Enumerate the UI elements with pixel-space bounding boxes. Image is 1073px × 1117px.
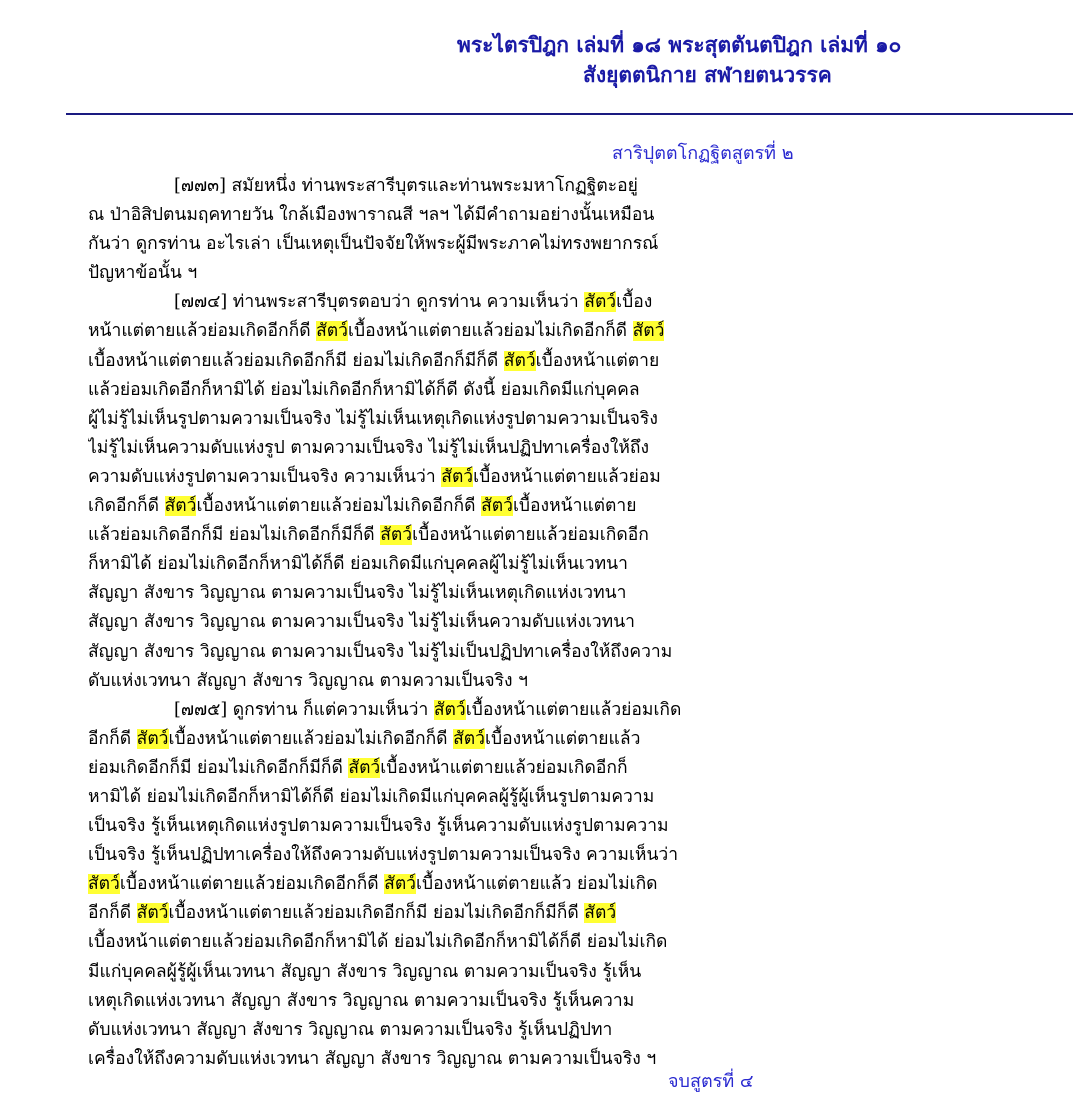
text-line: เหตุเกิดแห่งเวทนา สัญญา สังขาร วิญญาณ ตามความเป็นจริง รู้เห็นความ [88, 990, 635, 1011]
text-line: ย่อมเกิดอีกก็มี ย่อมไม่เกิดอีกก็มีก็ดี สัตว์เบื้องหน้าแต่ตายแล้วย่อมเกิดอีกก็ [88, 757, 628, 778]
search-highlight: สัตว์ [164, 496, 197, 517]
text-line: อีกก็ดี สัตว์เบื้องหน้าแต่ตายแล้วย่อมไม่เกิดอีกก็ดี สัตว์เบื้องหน้าแต่ตายแล้ว [88, 728, 641, 749]
text-line: สัญญา สังขาร วิญญาณ ตามความเป็นจริง ไม่รู้ไม่เห็นความดับแห่งเวทนา [88, 612, 635, 633]
text-line: แล้วย่อมเกิดอีกก็มี ย่อมไม่เกิดอีกก็มีก็ดี สัตว์เบื้องหน้าแต่ตายแล้วย่อมเกิดอีก [88, 525, 649, 546]
search-highlight: สัตว์ [453, 728, 485, 749]
text-line: มีแก่บุคคลผู้รู้ผู้เห็นเวทนา สัญญา สังขาร วิญญาณ ตามความเป็นจริง รู้เห็น [88, 961, 642, 982]
search-highlight: สัตว์ [503, 350, 536, 371]
text-line: เบื้องหน้าแต่ตายแล้วย่อมเกิดอีกก็มี ย่อมไม่เกิดอีกก็มีก็ดี สัตว์เบื้องหน้าแต่ตาย [88, 350, 660, 371]
text-line: ดับแห่งเวทนา สัญญา สังขาร วิญญาณ ตามความเป็นจริง ฯ [88, 670, 528, 691]
search-highlight: สัตว์ [88, 874, 120, 895]
text-line: [๗๗๕] ดูกรท่าน ก็แต่ความเห็นว่า สัตว์เบื้องหน้าแต่ตายแล้วย่อมเกิด [174, 699, 682, 720]
page-title-line-1: พระไตรปิฎก เล่มที่ ๑๘ พระสุตตันตปิฎก เล่มที่ ๑๐ [457, 32, 902, 57]
search-highlight: สัตว์ [384, 874, 417, 895]
sutta-title: สาริปุตตโกฏฐิตสูตรที่ ๒ [612, 143, 794, 164]
text-line: เกิดอีกก็ดี สัตว์เบื้องหน้าแต่ตายแล้วย่อมไม่เกิดอีกก็ดี สัตว์เบื้องหน้าแต่ตาย [88, 496, 637, 517]
text-line: สัญญา สังขาร วิญญาณ ตามความเป็นจริง ไม่รู้ไม่เห็นเหตุเกิดแห่งเวทนา [88, 583, 627, 604]
text-line: [๗๗๓] สมัยหนึ่ง ท่านพระสารีบุตรและท่านพระมหาโกฏฐิตะอยู่ [174, 176, 638, 196]
text-line: เป็นจริง รู้เห็นเหตุเกิดแห่งรูปตามความเป็นจริง รู้เห็นความดับแห่งรูปตามความ [88, 816, 669, 837]
text-line: หามิได้ ย่อมไม่เกิดอีกก็หามิได้ก็ดี ย่อมไม่เกิดมีแก่บุคคลผู้รู้ผู้เห็นรูปตามความ [88, 786, 655, 807]
text-line: เบื้องหน้าแต่ตายแล้วย่อมเกิดอีกก็หามิได้ ย่อมไม่เกิดอีกก็หามิได้ก็ดี ย่อมไม่เกิด [88, 932, 668, 953]
text-line: ปัญหาข้อนั้น ฯ [88, 263, 198, 284]
text-line: ณ ป่าอิสิปตนมฤคทายวัน ใกล้เมืองพาราณสี ฯลฯ ได้มีคำถามอย่างนั้นเหมือน [88, 205, 655, 226]
search-highlight: สัตว์ [441, 466, 474, 487]
search-highlight: สัตว์ [348, 757, 381, 778]
header-divider [66, 113, 1073, 115]
text-line: เครื่องให้ถึงความดับแห่งเวทนา สัญญา สังขาร วิญญาณ ตามความเป็นจริง ฯ [88, 1048, 657, 1069]
search-highlight: สัตว์ [380, 525, 413, 546]
search-highlight: สัตว์ [481, 496, 513, 517]
text-line: ความดับแห่งรูปตามความเป็นจริง ความเห็นว่า สัตว์เบื้องหน้าแต่ตายแล้วย่อม [88, 466, 661, 487]
search-highlight: สัตว์ [584, 903, 617, 924]
text-line: ไม่รู้ไม่เห็นความดับแห่งรูป ตามความเป็นจริง ไม่รู้ไม่เห็นปฏิปทาเครื่องให้ถึง [88, 437, 650, 458]
search-highlight: สัตว์ [584, 292, 617, 313]
text-line: อีกก็ดี สัตว์เบื้องหน้าแต่ตายแล้วย่อมเกิดอีกก็มี ย่อมไม่เกิดอีกก็มีก็ดี สัตว์ [88, 903, 617, 924]
search-highlight: สัตว์ [136, 903, 169, 924]
sutta-end-mark: จบสูตรที่ ๔ [668, 1071, 754, 1092]
page-title-line-2: สังยุตตนิกาย สฬายตนวรรค [583, 62, 832, 87]
text-line: สัตว์เบื้องหน้าแต่ตายแล้วย่อมเกิดอีกก็ดี สัตว์เบื้องหน้าแต่ตายแล้ว ย่อมไม่เกิด [88, 874, 658, 895]
search-highlight: สัตว์ [136, 728, 169, 749]
search-highlight: สัตว์ [433, 699, 466, 720]
text-line: ดับแห่งเวทนา สัญญา สังขาร วิญญาณ ตามความเป็นจริง รู้เห็นปฏิปทา [88, 1019, 613, 1040]
text-line: แล้วย่อมเกิดอีกก็หามิได้ ย่อมไม่เกิดอีกก็หามิได้ก็ดี ดังนี้ ย่อมเกิดมีแก่บุคคล [88, 379, 640, 400]
scripture-text [88, 172, 808, 1074]
text-line: กันว่า ดูกรท่าน อะไรเล่า เป็นเหตุเป็นปัจจัยให้พระผู้มีพระภาคไม่ทรงพยากรณ์ [88, 234, 659, 255]
text-line: [๗๗๔] ท่านพระสารีบุตรตอบว่า ดูกรท่าน ความเห็นว่า สัตว์เบื้อง [174, 292, 653, 313]
search-highlight: สัตว์ [632, 321, 665, 342]
text-line: ผู้ไม่รู้ไม่เห็นรูปตามความเป็นจริง ไม่รู้ไม่เห็นเหตุเกิดแห่งรูปตามความเป็นจริง [88, 408, 658, 429]
search-highlight: สัตว์ [316, 321, 348, 342]
text-line: เป็นจริง รู้เห็นปฏิปทาเครื่องให้ถึงความดับแห่งรูปตามความเป็นจริง ความเห็นว่า [88, 845, 679, 866]
text-line: ก็หามิได้ ย่อมไม่เกิดอีกก็หามิได้ก็ดี ย่อมเกิดมีแก่บุคคลผู้ไม่รู้ไม่เห็นเวทนา [88, 554, 628, 575]
text-line: หน้าแต่ตายแล้วย่อมเกิดอีกก็ดี สัตว์เบื้องหน้าแต่ตายแล้วย่อมไม่เกิดอีกก็ดี สัตว์ [88, 321, 665, 342]
text-line: สัญญา สังขาร วิญญาณ ตามความเป็นจริง ไม่รู้ไม่เป็นปฏิปทาเครื่องให้ถึงความ [88, 641, 673, 662]
